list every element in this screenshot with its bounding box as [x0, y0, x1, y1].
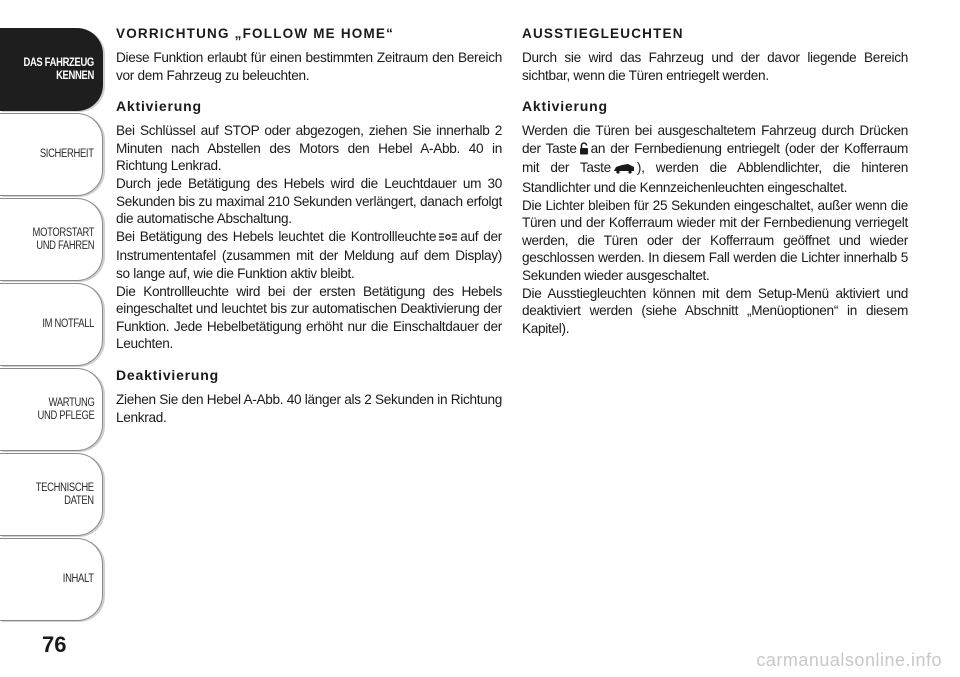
activation-paragraph-2: Durch jede Betätigung des Hebels wird die Leuchtdauer um 30 Sekunden bis zu maximal 210 Sekunden verlängert, danach erfolgt die automatische Abschaltung. — [116, 175, 502, 227]
tab-wartung-und-pflege[interactable] — [0, 368, 103, 451]
left-column — [116, 26, 502, 426]
tab-inhalt[interactable] — [0, 538, 103, 621]
text-fragment: Bei Betätigung des Hebels leuchtet die Kontrollleuchte — [116, 228, 437, 244]
page-number: 76 — [42, 632, 67, 657]
text-fragment: Werden die Türen bei ausgeschaltetem Fahrzeug durch Drücken der Taste — [522, 123, 908, 156]
section-heading-ausstiegleuchten: AUSSTIEGLEUCHTEN — [522, 26, 684, 41]
activation-paragraph-2: Die Lichter bleiben für 25 Sekunden eingeschaltet, außer wenn die Türen und der Kofferraum wieder mit der Fernbedienung verriegelt werden, die Türen oder der Kofferraum geöffnet und wieder geschlossen werden. In diesem Fall werden die Lichter innerhalb 5 Sekunden wieder ausgeschaltet. — [522, 197, 908, 283]
tab-label: DAS FAHRZEUG KENNEN — [23, 56, 94, 82]
tab-label: WARTUNG UND PFLEGE — [37, 396, 94, 422]
activation-heading: Aktivierung — [522, 98, 608, 115]
tab-label: IM NOTFALL — [42, 318, 94, 330]
section-heading-follow-me-home: VORRICHTUNG „FOLLOW ME HOME“ — [116, 26, 395, 41]
intro-paragraph: Diese Funktion erlaubt für einen bestimmten Zeitraum den Bereich vor dem Fahrzeug zu beleuchten. — [116, 50, 502, 83]
unlock-icon — [579, 142, 589, 160]
watermark: carmanualsonline.info — [756, 650, 942, 670]
activation-heading: Aktivierung — [116, 98, 202, 115]
tab-sicherheit[interactable] — [0, 113, 103, 196]
activation-paragraph-1: Bei Schlüssel auf STOP oder abgezogen, ziehen Sie innerhalb 2 Minuten nach Abstellen des Motors den Hebel A-Abb. 40 in Richtung Lenkrad. — [116, 123, 502, 174]
low-beam-warning-light-icon — [438, 230, 458, 248]
activation-paragraph-3: Die Ausstiegleuchten können mit dem Setup-Menü aktiviert und deaktiviert werden (siehe Abschnitt „Menüoptionen“ in diesem Kapitel). — [522, 285, 908, 336]
deactivation-paragraph: Ziehen Sie den Hebel A-Abb. 40 länger als 2 Sekunden in Richtung Lenkrad. — [116, 391, 502, 425]
tab-label: MOTORSTART UND FAHREN — [32, 226, 94, 252]
tab-im-notfall[interactable] — [0, 283, 103, 366]
activation-paragraph-3 — [116, 228, 502, 283]
intro-paragraph: Durch sie wird das Fahrzeug und der davor liegende Bereich sichtbar, wenn die Türen entriegelt werden. — [522, 50, 908, 83]
tab-label: INHALT — [63, 573, 94, 585]
right-column — [522, 26, 908, 337]
chapter-tabs — [0, 28, 103, 623]
text-fragment: an der Fernbedienung entriegelt (oder der Kofferraum mit der Taste — [522, 140, 909, 176]
deactivation-heading: Deaktivierung — [116, 366, 219, 383]
tab-label: TECHNISCHE DATEN — [35, 481, 94, 507]
tab-technische-daten[interactable] — [0, 453, 103, 536]
trunk-icon — [613, 161, 635, 179]
tab-label: SICHERHEIT — [40, 148, 94, 160]
tab-motorstart-und-fahren[interactable] — [0, 198, 103, 281]
activation-paragraph-1 — [522, 122, 908, 196]
text-fragment: ), werden die Abblendlichter, die hinteren Standlichter und die Kennzeichenleuchten eingeschaltet. — [522, 160, 908, 195]
activation-paragraph-4: Die Kontrollleuchte wird bei der ersten Betätigung des Hebels eingeschaltet und leuchtet bis zur automatischen Deaktivierung der Funktion. Jede Hebelbetätigung erhöht nur die Einschaltdauer der Leuchten. — [116, 283, 502, 352]
text-fragment: auf der Instrumententafel (zusammen mit der Meldung auf dem Display) so lange auf, wie die Funktion aktiv bleibt. — [116, 228, 502, 281]
tab-das-fahrzeug-kennen[interactable] — [0, 28, 103, 111]
